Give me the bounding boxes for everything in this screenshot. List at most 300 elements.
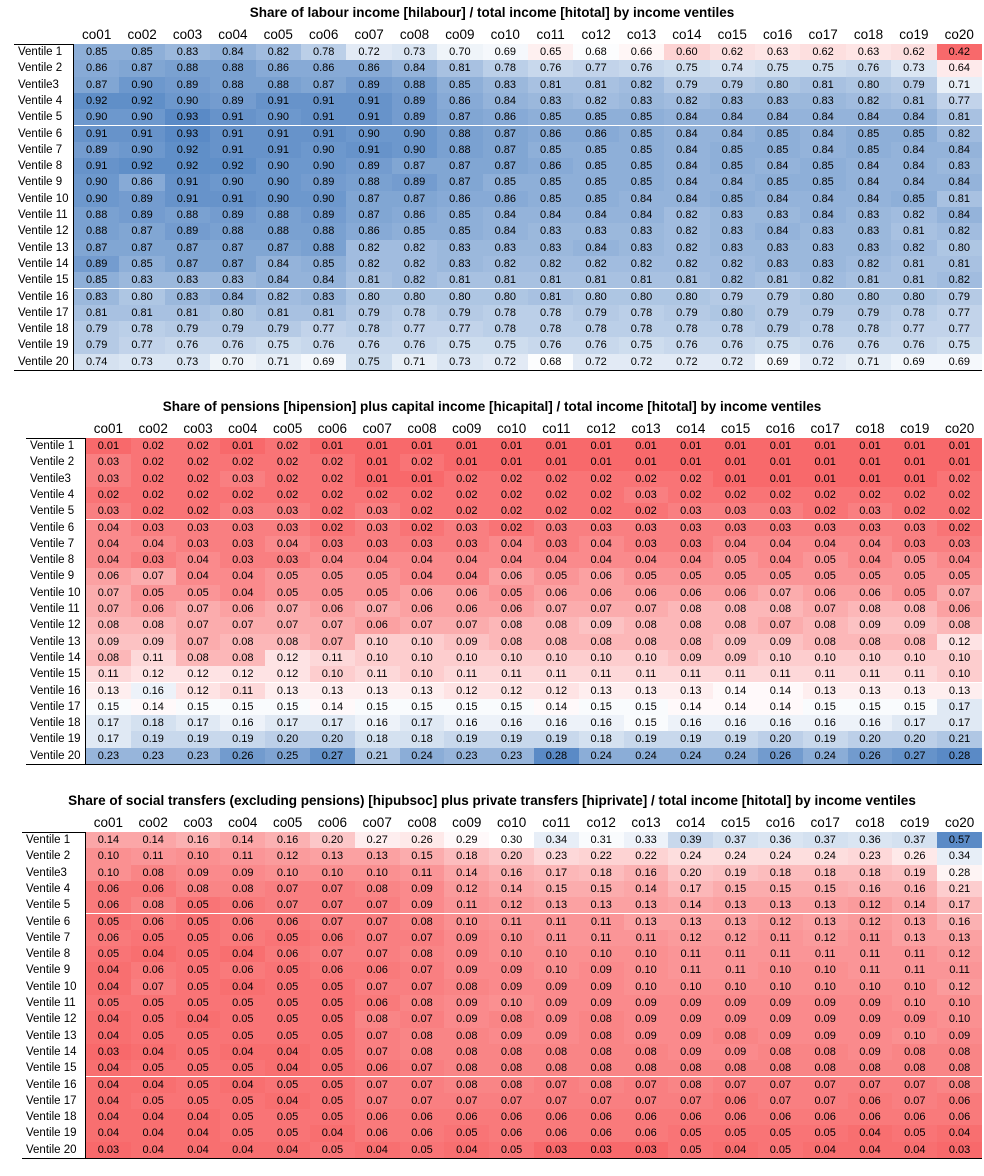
column-header: co15 [720, 421, 751, 436]
heatmap-cell: 0.07 [534, 601, 579, 617]
heatmap-cell: 0.02 [579, 503, 624, 519]
heatmap-table-3 [0, 792, 984, 1162]
heatmap-cell: 0.82 [664, 93, 709, 109]
column-header: co08 [399, 27, 430, 42]
heatmap-cell: 0.06 [355, 617, 400, 633]
heatmap-cell: 0.89 [301, 207, 346, 223]
heatmap-cell: 0.04 [220, 1044, 265, 1060]
heatmap-cell: 0.09 [444, 962, 489, 978]
row-label: Ventile 13 [18, 241, 69, 254]
heatmap-cell: 0.08 [444, 1028, 489, 1044]
heatmap-cell: 0.16 [534, 715, 579, 731]
heatmap-cell: 0.13 [758, 897, 803, 913]
heatmap-cell: 0.82 [937, 223, 982, 239]
chart-title: Share of pensions [hipension] plus capital income [hicapital] / total income [hitotal] by income ventiles [162, 399, 822, 414]
heatmap-cell: 0.05 [220, 1028, 265, 1044]
heatmap-cell: 0.02 [489, 487, 534, 503]
heatmap-cell: 0.80 [573, 289, 618, 305]
heatmap-cell: 0.02 [624, 471, 669, 487]
heatmap-cell: 0.21 [937, 881, 982, 897]
heatmap-cell: 0.05 [86, 946, 131, 962]
heatmap-cell: 0.82 [346, 240, 391, 256]
heatmap-cell: 0.07 [534, 1077, 579, 1093]
heatmap-cell: 0.84 [664, 174, 709, 190]
heatmap-cell: 0.24 [803, 848, 848, 864]
heatmap-cell: 0.01 [803, 471, 848, 487]
heatmap-cell: 0.16 [489, 865, 534, 881]
heatmap-cell: 0.17 [86, 731, 131, 747]
heatmap-cell: 0.24 [400, 748, 445, 764]
heatmap-cell: 0.12 [489, 897, 534, 913]
heatmap-cell: 0.87 [483, 126, 528, 142]
heatmap-cell: 0.02 [176, 487, 221, 503]
heatmap-cell: 0.79 [800, 305, 845, 321]
heatmap-cell: 0.07 [400, 1093, 445, 1109]
heatmap-cell: 0.89 [119, 191, 164, 207]
heatmap-cell: 0.72 [800, 354, 845, 370]
heatmap-cell: 0.31 [579, 832, 624, 848]
heatmap-cell: 0.02 [803, 503, 848, 519]
column-header: co18 [855, 421, 885, 436]
heatmap-cell: 0.06 [713, 1093, 758, 1109]
heatmap-cell: 0.07 [355, 1044, 400, 1060]
heatmap-cell: 0.05 [265, 568, 310, 584]
heatmap-cell: 0.01 [489, 454, 534, 470]
heatmap-cell: 0.27 [892, 748, 937, 764]
heatmap-cell: 0.83 [755, 93, 800, 109]
heatmap-cell: 0.04 [355, 1142, 400, 1158]
heatmap-cell: 0.68 [528, 354, 573, 370]
heatmap-cell: 0.09 [713, 1044, 758, 1060]
heatmap-cell: 0.24 [713, 848, 758, 864]
heatmap-cell: 0.30 [489, 832, 534, 848]
heatmap-cell: 0.91 [119, 126, 164, 142]
heatmap-cell: 0.08 [892, 1060, 937, 1076]
heatmap-cell: 0.11 [86, 666, 131, 682]
heatmap-cell: 0.02 [265, 438, 310, 454]
heatmap-cell: 0.84 [937, 207, 982, 223]
heatmap-cell: 0.87 [119, 240, 164, 256]
heatmap-cell: 0.06 [86, 881, 131, 897]
heatmap-cell: 0.74 [710, 60, 755, 76]
heatmap-cell: 0.07 [758, 585, 803, 601]
column-header: co13 [631, 421, 661, 436]
heatmap-cell: 0.84 [664, 109, 709, 125]
heatmap-cell: 0.05 [803, 552, 848, 568]
heatmap-cell: 0.78 [664, 321, 709, 337]
heatmap-cell: 0.81 [256, 305, 301, 321]
column-header: co15 [720, 815, 751, 830]
row-label: Ventile 8 [30, 554, 75, 567]
heatmap-cell: 0.07 [400, 617, 445, 633]
heatmap-cell: 0.81 [437, 60, 482, 76]
heatmap-cell: 0.06 [489, 568, 534, 584]
heatmap-cell: 0.02 [534, 471, 579, 487]
heatmap-cell: 0.01 [310, 438, 355, 454]
heatmap-cell: 0.88 [74, 207, 119, 223]
heatmap-cell: 0.19 [668, 731, 713, 747]
heatmap-cell: 0.04 [579, 536, 624, 552]
heatmap-cell: 0.01 [892, 454, 937, 470]
heatmap-cell: 0.90 [119, 109, 164, 125]
heatmap-cell: 0.83 [483, 240, 528, 256]
heatmap-cell: 0.02 [310, 487, 355, 503]
heatmap-cell: 0.05 [176, 930, 221, 946]
heatmap-cell: 0.15 [86, 699, 131, 715]
heatmap-cell: 0.81 [528, 289, 573, 305]
heatmap-cell: 0.75 [256, 337, 301, 353]
heatmap-cell: 0.05 [937, 568, 982, 584]
heatmap-cell: 0.17 [937, 699, 982, 715]
row-label: Ventile3 [18, 78, 59, 91]
heatmap-cell: 0.12 [713, 930, 758, 946]
heatmap-cell: 0.04 [265, 536, 310, 552]
heatmap-cell: 0.73 [437, 354, 482, 370]
heatmap-cell: 0.07 [176, 617, 221, 633]
heatmap-cell: 0.75 [619, 337, 664, 353]
column-header: co09 [452, 421, 482, 436]
heatmap-cell: 0.13 [579, 897, 624, 913]
heatmap-cell: 0.10 [444, 650, 489, 666]
heatmap-cell: 0.24 [668, 848, 713, 864]
column-header: co17 [810, 421, 840, 436]
heatmap-cell: 0.05 [86, 995, 131, 1011]
heatmap-cell: 0.09 [892, 617, 937, 633]
heatmap-cell: 0.07 [355, 1077, 400, 1093]
heatmap-cell: 0.88 [346, 174, 391, 190]
table-bottom-rule [22, 1158, 982, 1159]
heatmap-cell: 0.14 [758, 683, 803, 699]
heatmap-cell: 0.05 [176, 995, 221, 1011]
row-label: Ventile 5 [30, 505, 75, 518]
heatmap-cell: 0.13 [400, 683, 445, 699]
column-header: co12 [586, 815, 616, 830]
heatmap-cell: 0.01 [220, 438, 265, 454]
heatmap-cell: 0.02 [400, 520, 445, 536]
heatmap-cell: 0.04 [400, 568, 445, 584]
heatmap-cell: 0.27 [355, 832, 400, 848]
heatmap-cell: 0.82 [256, 289, 301, 305]
heatmap-cell: 0.15 [579, 699, 624, 715]
heatmap-cell: 0.05 [848, 568, 893, 584]
heatmap-cell: 0.11 [400, 865, 445, 881]
heatmap-cell: 0.09 [758, 634, 803, 650]
row-label: Ventile 10 [26, 980, 77, 993]
heatmap-cell: 0.09 [668, 1028, 713, 1044]
heatmap-cell: 0.21 [355, 748, 400, 764]
row-label: Ventile 18 [18, 323, 69, 336]
heatmap-cell: 0.09 [489, 979, 534, 995]
heatmap-cell: 0.02 [444, 471, 489, 487]
heatmap-cell: 0.91 [256, 142, 301, 158]
heatmap-cell: 0.86 [483, 109, 528, 125]
heatmap-cell: 0.84 [846, 109, 891, 125]
heatmap-cell: 0.14 [534, 699, 579, 715]
heatmap-cell: 0.05 [400, 1142, 445, 1158]
heatmap-cell: 0.11 [489, 666, 534, 682]
heatmap-cell: 0.84 [846, 158, 891, 174]
heatmap-cell: 0.85 [573, 174, 618, 190]
heatmap-cell: 0.26 [220, 748, 265, 764]
heatmap-cell: 0.74 [74, 354, 119, 370]
heatmap-cell: 0.03 [534, 1142, 579, 1158]
heatmap-cell: 0.04 [624, 552, 669, 568]
heatmap-cell: 0.79 [710, 77, 755, 93]
heatmap-cell: 0.89 [346, 158, 391, 174]
heatmap-cell: 0.13 [579, 683, 624, 699]
heatmap-cell: 0.06 [579, 585, 624, 601]
heatmap-cell: 0.05 [265, 1077, 310, 1093]
heatmap-cell: 0.77 [573, 60, 618, 76]
heatmap-cell: 0.81 [573, 77, 618, 93]
heatmap-cell: 0.17 [937, 897, 982, 913]
heatmap-cell: 0.20 [489, 848, 534, 864]
heatmap-cell: 0.05 [310, 585, 355, 601]
heatmap-cell: 0.06 [131, 962, 176, 978]
heatmap-cell: 0.10 [713, 979, 758, 995]
heatmap-cell: 0.90 [346, 126, 391, 142]
heatmap-cell: 0.23 [848, 848, 893, 864]
chart-title: Share of labour income [hilabour] / total income [hitotal] by income ventiles [249, 5, 735, 20]
heatmap-cell: 0.03 [355, 520, 400, 536]
heatmap-cell: 0.08 [758, 601, 803, 617]
heatmap-cell: 0.88 [165, 60, 210, 76]
heatmap-cell: 0.08 [400, 995, 445, 1011]
heatmap-cell: 0.01 [86, 438, 131, 454]
row-label: Ventile 9 [30, 570, 75, 583]
heatmap-cell: 0.84 [891, 109, 936, 125]
heatmap-cell: 0.08 [131, 865, 176, 881]
heatmap-cell: 0.12 [937, 979, 982, 995]
heatmap-cell: 0.01 [444, 438, 489, 454]
heatmap-cell: 0.03 [803, 520, 848, 536]
heatmap-cell: 0.84 [937, 174, 982, 190]
heatmap-cell: 0.05 [310, 1109, 355, 1125]
heatmap-cell: 0.01 [489, 438, 534, 454]
heatmap-cell: 0.85 [74, 272, 119, 288]
heatmap-cell: 0.05 [131, 930, 176, 946]
heatmap-cell: 0.03 [176, 520, 221, 536]
heatmap-cell: 0.86 [74, 60, 119, 76]
heatmap-cell: 0.05 [220, 1093, 265, 1109]
heatmap-cell: 0.10 [489, 946, 534, 962]
heatmap-cell: 0.76 [528, 60, 573, 76]
heatmap-cell: 0.14 [758, 699, 803, 715]
heatmap-cell: 0.87 [210, 240, 255, 256]
heatmap-cell: 0.08 [534, 634, 579, 650]
column-header: co06 [309, 27, 339, 42]
heatmap-cell: 0.73 [891, 60, 936, 76]
heatmap-cell: 0.84 [664, 126, 709, 142]
heatmap-cell: 0.77 [937, 305, 982, 321]
heatmap-cell: 0.23 [86, 748, 131, 764]
heatmap-cell: 0.09 [86, 634, 131, 650]
heatmap-cell: 0.07 [265, 601, 310, 617]
column-header: co11 [542, 815, 571, 830]
heatmap-cell: 0.08 [489, 1044, 534, 1060]
heatmap-cell: 0.83 [800, 256, 845, 272]
heatmap-cell: 0.04 [86, 979, 131, 995]
heatmap-cell: 0.10 [848, 650, 893, 666]
heatmap-cell: 0.76 [619, 60, 664, 76]
row-label: Ventile 18 [30, 717, 81, 730]
heatmap-cell: 0.14 [892, 897, 937, 913]
heatmap-cell: 0.06 [86, 897, 131, 913]
heatmap-cell: 0.04 [131, 1109, 176, 1125]
heatmap-cell: 0.85 [710, 142, 755, 158]
heatmap-cell: 0.10 [803, 962, 848, 978]
heatmap-cell: 0.03 [848, 520, 893, 536]
heatmap-cell: 0.10 [86, 848, 131, 864]
heatmap-cell: 0.11 [624, 666, 669, 682]
heatmap-cell: 0.85 [800, 174, 845, 190]
heatmap-cell: 0.82 [528, 256, 573, 272]
heatmap-cell: 0.20 [758, 731, 803, 747]
heatmap-cell: 0.07 [310, 897, 355, 913]
heatmap-cell: 0.83 [800, 240, 845, 256]
heatmap-cell: 0.15 [220, 699, 265, 715]
heatmap-cell: 0.07 [758, 1093, 803, 1109]
heatmap-cell: 0.02 [86, 487, 131, 503]
heatmap-cell: 0.77 [937, 93, 982, 109]
heatmap-cell: 0.13 [892, 930, 937, 946]
heatmap-cell: 0.16 [579, 715, 624, 731]
heatmap-cell: 0.78 [528, 321, 573, 337]
heatmap-cell: 0.07 [624, 1093, 669, 1109]
heatmap-cell: 0.24 [713, 748, 758, 764]
heatmap-cell: 0.16 [265, 832, 310, 848]
heatmap-cell: 0.01 [400, 471, 445, 487]
heatmap-cell: 0.05 [220, 1125, 265, 1141]
heatmap-cell: 0.85 [755, 126, 800, 142]
heatmap-cell: 0.76 [800, 337, 845, 353]
heatmap-cell: 0.12 [668, 930, 713, 946]
heatmap-cell: 0.06 [937, 1093, 982, 1109]
heatmap-cell: 0.04 [758, 552, 803, 568]
heatmap-cell: 0.16 [176, 832, 221, 848]
table-bottom-rule [14, 370, 982, 371]
heatmap-cell: 0.09 [579, 962, 624, 978]
column-header: co16 [765, 815, 796, 830]
heatmap-cell: 0.02 [937, 503, 982, 519]
heatmap-cell: 0.66 [619, 44, 664, 60]
heatmap-cell: 0.84 [755, 223, 800, 239]
heatmap-cell: 0.13 [624, 897, 669, 913]
column-header: co18 [855, 815, 885, 830]
heatmap-cell: 0.03 [444, 520, 489, 536]
row-label: Ventile 16 [18, 290, 69, 303]
heatmap-cell: 0.26 [892, 848, 937, 864]
heatmap-cell: 0.16 [803, 715, 848, 731]
heatmap-cell: 0.80 [392, 289, 437, 305]
heatmap-cell: 0.04 [86, 962, 131, 978]
heatmap-cell: 0.85 [619, 174, 664, 190]
column-header: co06 [317, 421, 348, 436]
heatmap-cell: 0.81 [301, 305, 346, 321]
heatmap-cell: 0.18 [131, 715, 176, 731]
heatmap-cell: 0.08 [848, 634, 893, 650]
heatmap-cell: 0.89 [392, 93, 437, 109]
heatmap-cell: 0.11 [534, 930, 579, 946]
heatmap-cell: 0.80 [619, 289, 664, 305]
heatmap-cell: 0.83 [528, 240, 573, 256]
row-label: Ventile 13 [30, 635, 81, 648]
heatmap-cell: 0.82 [937, 272, 982, 288]
heatmap-cell: 0.05 [668, 568, 713, 584]
heatmap-cell: 0.84 [256, 272, 301, 288]
heatmap-cell: 0.07 [176, 601, 221, 617]
heatmap-cell: 0.09 [848, 1044, 893, 1060]
heatmap-cell: 0.08 [444, 1077, 489, 1093]
heatmap-cell: 0.04 [86, 520, 131, 536]
heatmap-cell: 0.09 [534, 1011, 579, 1027]
column-header: co01 [93, 815, 124, 830]
heatmap-cell: 0.82 [392, 256, 437, 272]
heatmap-cell: 0.13 [624, 914, 669, 930]
heatmap-cell: 0.01 [758, 471, 803, 487]
column-header: co12 [581, 27, 611, 42]
heatmap-cell: 0.15 [265, 699, 310, 715]
column-header: co02 [127, 27, 157, 42]
heatmap-cell: 0.06 [265, 946, 310, 962]
heatmap-cell: 0.87 [483, 158, 528, 174]
heatmap-cell: 0.05 [176, 1093, 221, 1109]
heatmap-cell: 0.91 [346, 93, 391, 109]
heatmap-cell: 0.79 [346, 305, 391, 321]
heatmap-cell: 0.04 [176, 1125, 221, 1141]
heatmap-cell: 0.04 [265, 1093, 310, 1109]
heatmap-cell: 0.77 [392, 321, 437, 337]
heatmap-cell: 0.05 [131, 1093, 176, 1109]
heatmap-cell: 0.19 [220, 731, 265, 747]
heatmap-cell: 0.02 [668, 471, 713, 487]
heatmap-cell: 0.09 [489, 1028, 534, 1044]
heatmap-cell: 0.81 [891, 223, 936, 239]
heatmap-cell: 0.02 [848, 487, 893, 503]
heatmap-cell: 0.87 [392, 191, 437, 207]
heatmap-cell: 0.18 [758, 865, 803, 881]
heatmap-cell: 0.60 [664, 44, 709, 60]
heatmap-cell: 0.06 [624, 585, 669, 601]
heatmap-cell: 0.04 [310, 552, 355, 568]
heatmap-cell: 0.90 [256, 191, 301, 207]
heatmap-cell: 0.11 [892, 946, 937, 962]
heatmap-cell: 0.80 [846, 289, 891, 305]
heatmap-cell: 0.85 [483, 174, 528, 190]
heatmap-cell: 0.06 [534, 585, 579, 601]
heatmap-cell: 0.03 [220, 552, 265, 568]
heatmap-cell: 0.03 [220, 520, 265, 536]
heatmap-cell: 0.05 [220, 1011, 265, 1027]
heatmap-cell: 0.12 [534, 683, 579, 699]
row-label: Ventile 12 [26, 1013, 77, 1026]
heatmap-cell: 0.08 [713, 617, 758, 633]
heatmap-cell: 0.14 [624, 881, 669, 897]
heatmap-cell: 0.12 [489, 683, 534, 699]
heatmap-cell: 0.02 [534, 503, 579, 519]
heatmap-cell: 0.11 [668, 962, 713, 978]
heatmap-cell: 0.77 [891, 321, 936, 337]
row-label: Ventile 8 [26, 948, 71, 961]
heatmap-cell: 0.84 [664, 191, 709, 207]
heatmap-cell: 0.07 [310, 946, 355, 962]
heatmap-cell: 0.06 [668, 585, 713, 601]
heatmap-cell: 0.08 [848, 601, 893, 617]
heatmap-cell: 0.91 [346, 109, 391, 125]
heatmap-cell: 0.76 [392, 337, 437, 353]
heatmap-cell: 0.04 [86, 1093, 131, 1109]
heatmap-cell: 0.86 [437, 191, 482, 207]
